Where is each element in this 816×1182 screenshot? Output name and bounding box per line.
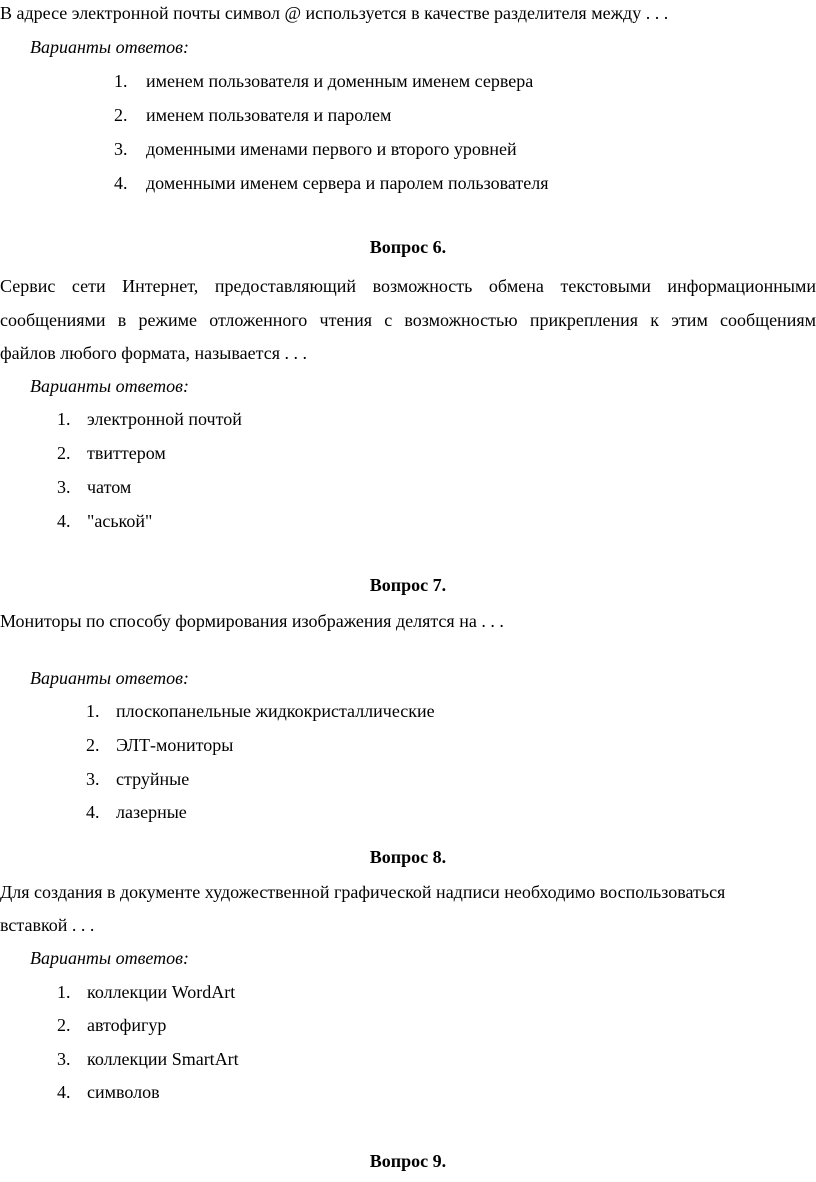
answer-option xyxy=(86,700,435,722)
question-text: Мониторы по способу формирования изображения делятся на . . . xyxy=(0,611,504,631)
question-text: В адресе электронной почты символ @ используется в качестве разделителя между . . . xyxy=(0,3,669,23)
answer-option xyxy=(57,510,152,532)
option-number: 1. xyxy=(86,701,100,721)
option-number: 4. xyxy=(86,802,100,822)
option-text: чатом xyxy=(87,477,132,497)
option-text: именем пользователя и доменным именем сервера xyxy=(146,71,534,91)
answer-option xyxy=(86,734,233,756)
option-number: 2. xyxy=(57,1015,71,1035)
option-text: плоскопанельные жидкокристаллические xyxy=(116,701,435,721)
answer-option xyxy=(57,1048,239,1070)
option-text: доменными именем сервера и паролем пользователя xyxy=(146,173,549,193)
option-text: символов xyxy=(87,1082,160,1102)
option-text: автофигур xyxy=(87,1015,167,1035)
option-text: коллекции SmartArt xyxy=(87,1049,239,1069)
option-number: 2. xyxy=(114,105,128,125)
answer-option xyxy=(114,104,391,126)
variants-label: Варианты ответов: xyxy=(30,948,189,968)
option-number: 1. xyxy=(57,409,71,429)
answer-option xyxy=(57,1081,160,1103)
option-text: именем пользователя и паролем xyxy=(146,105,392,125)
option-number: 1. xyxy=(57,982,71,1002)
option-number: 1. xyxy=(114,71,128,91)
option-text: струйные xyxy=(116,769,190,789)
question-heading: Вопрос 8. xyxy=(369,847,447,867)
question-text-line: сообщениями в режиме отложенного чтения с возможностью прикрепления к этим сообщениям xyxy=(0,310,816,330)
answer-option xyxy=(57,476,131,498)
variants-label: Варианты ответов: xyxy=(30,668,189,688)
variants-label: Варианты ответов: xyxy=(30,37,189,57)
question-text-line: Сервис сети Интернет, предоставляющий возможность обмена текстовыми информационными xyxy=(0,276,816,296)
option-number: 2. xyxy=(86,735,100,755)
option-number: 4. xyxy=(57,511,71,531)
option-text: лазерные xyxy=(116,802,187,822)
option-number: 3. xyxy=(114,139,128,159)
option-text: коллекции WordArt xyxy=(87,982,236,1002)
answer-option xyxy=(114,172,549,194)
option-number: 3. xyxy=(86,769,100,789)
option-text: твиттером xyxy=(87,443,166,463)
question-text-line: Для создания в документе художественной графической надписи необходимо воспользоваться xyxy=(0,882,726,902)
answer-option xyxy=(114,138,517,160)
option-number: 4. xyxy=(57,1082,71,1102)
answer-option xyxy=(114,70,533,92)
question-heading: Вопрос 6. xyxy=(369,237,447,257)
answer-option xyxy=(57,981,235,1003)
variants-label: Варианты ответов: xyxy=(30,376,189,396)
option-text: "аськой" xyxy=(87,511,153,531)
option-number: 3. xyxy=(57,1049,71,1069)
question-text-line: вставкой . . . xyxy=(0,915,95,935)
option-number: 4. xyxy=(114,173,128,193)
answer-option xyxy=(57,1014,166,1036)
option-text: электронной почтой xyxy=(87,409,242,429)
option-number: 2. xyxy=(57,443,71,463)
answer-option xyxy=(57,408,242,430)
option-number: 3. xyxy=(57,477,71,497)
answer-option xyxy=(86,801,187,823)
question-heading: Вопрос 9. xyxy=(369,1151,447,1171)
answer-option xyxy=(86,768,189,790)
question-heading: Вопрос 7. xyxy=(369,575,447,595)
question-text-line: файлов любого формата, называется . . . xyxy=(0,343,307,363)
option-text: ЭЛТ-мониторы xyxy=(116,735,234,755)
answer-option xyxy=(57,442,166,464)
option-text: доменными именами первого и второго уровней xyxy=(146,139,517,159)
